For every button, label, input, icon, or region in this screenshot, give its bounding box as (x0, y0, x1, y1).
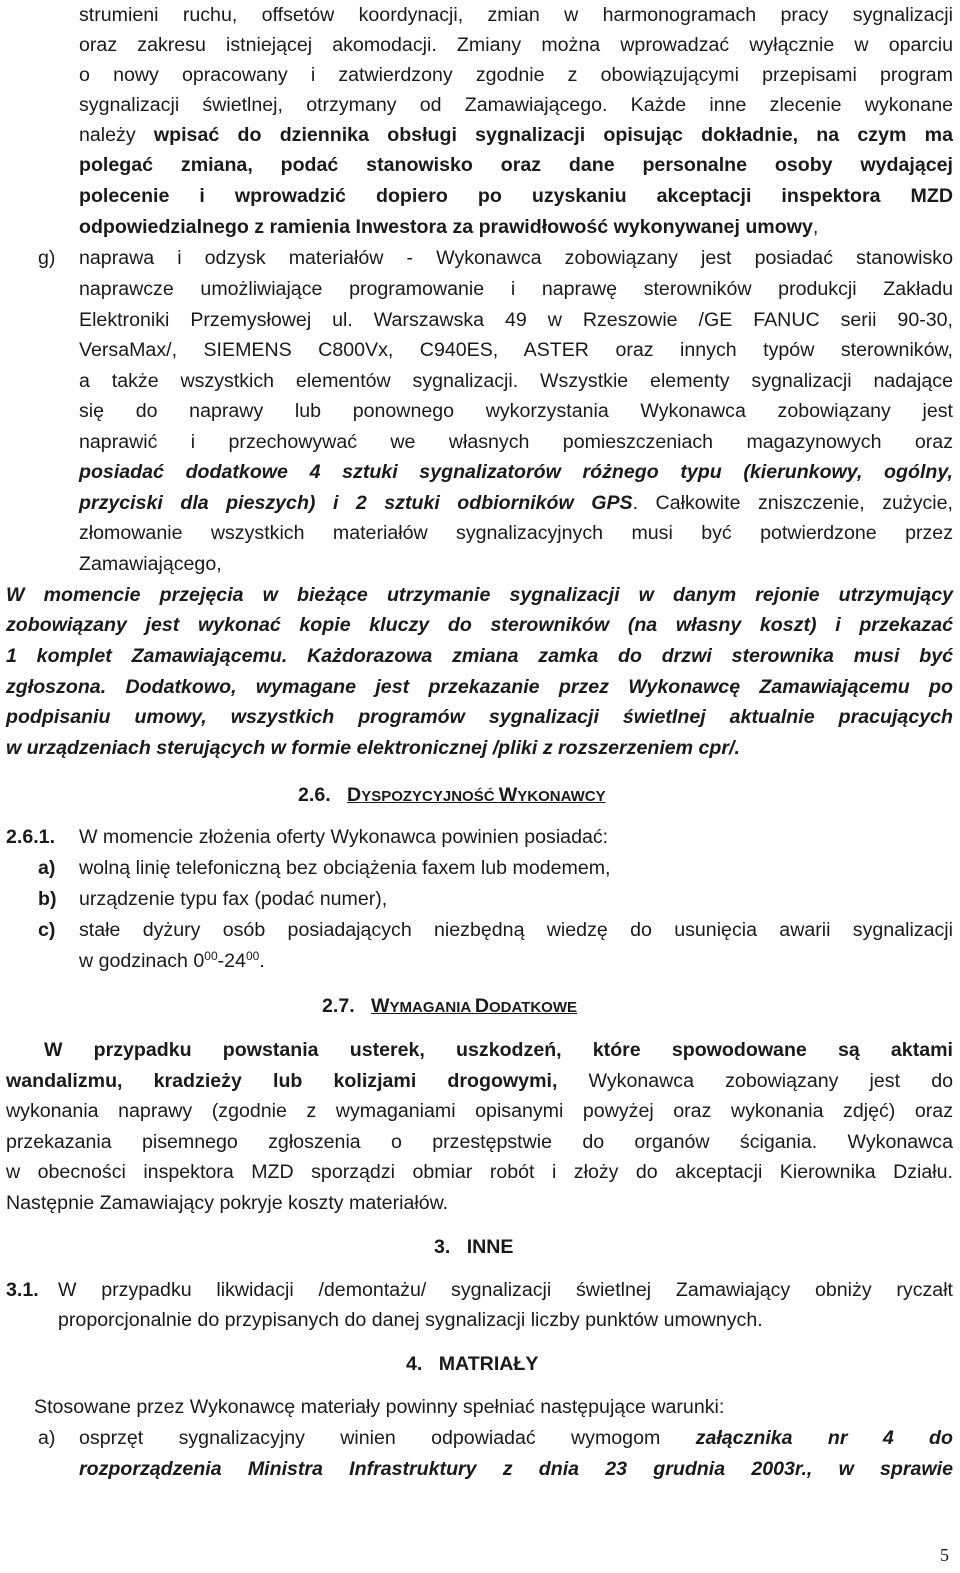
paragraph-line: należy wpisać do dziennika obsługi sygnalizacji opisując dokładnie, na czym ma (79, 124, 953, 146)
paragraph-line: przekazania pisemnego zgłoszenia o przestępstwie do organów ścigania. Wykonawca (6, 1131, 953, 1153)
paragraph-line: posiadać dodatkowe 4 sztuki sygnalizatorów różnego typu (kierunkowy, ogólny, (79, 461, 953, 483)
list-item: osprzęt sygnalizacyjny winien odpowiadać wymogom załącznika nr 4 do (79, 1427, 953, 1449)
list-marker-a: a) (38, 1427, 56, 1449)
list-item: stałe dyżury osób posiadających niezbędną wiedzę do usunięcia awarii sygnalizacji (79, 919, 953, 941)
list-marker-b: b) (38, 888, 57, 910)
list-marker-g: g) (38, 247, 56, 269)
paragraph-line: polegać zmiana, podać stanowisko oraz dane personalne osoby wydającej (79, 154, 953, 176)
paragraph-line: W przypadku likwidacji /demontażu/ sygnalizacji świetlnej Zamawiający obniży ryczałt (58, 1279, 953, 1301)
section-heading-2-6: 2.6. DYSPOZYCYJNOŚĆ WYKONAWCY (298, 784, 606, 806)
section-number-3-1: 3.1. (6, 1279, 39, 1301)
paragraph-line: 1 komplet Zamawiającemu. Każdorazowa zmiana zamka do drzwi sterownika musi być (6, 645, 953, 667)
paragraph-line: przyciski dla pieszych) i 2 sztuki odbiorników GPS. Całkowite zniszczenie, zużycie, (79, 492, 953, 514)
paragraph-line: zgłoszona. Dodatkowo, wymagane jest przekazanie przez Wykonawcę Zamawiającemu po (6, 676, 953, 698)
paragraph-line: proporcjonalnie do przypisanych do danej sygnalizacji liczby punktów umownych. (58, 1309, 763, 1331)
paragraph-line: W momencie przejęcia w bieżące utrzymanie sygnalizacji w danym rejonie utrzymujący (6, 584, 953, 606)
paragraph-line: w urządzeniach sterujących w formie elektronicznej /pliki z rozszerzeniem cpr/. (6, 737, 740, 759)
list-marker-c: c) (38, 919, 56, 941)
section-number-2-6-1: 2.6.1. (6, 826, 56, 848)
paragraph-line: wykonania naprawy (zgodnie z wymaganiami opisanymi powyżej oraz wykonania zdjęć) oraz (6, 1100, 953, 1122)
paragraph-line: naprawić i przechowywać we własnych pomieszczeniach magazynowych oraz (79, 431, 953, 453)
section-heading-3: 3. INNE (434, 1236, 514, 1258)
list-item-cont: w godzinach $0^{00}-24^{00}$. (79, 949, 265, 972)
list-item-cont: rozporządzenia Ministra Infrastruktury z dnia 23 grudnia 2003r., w sprawie (79, 1458, 953, 1480)
page-number: 5 (940, 1545, 949, 1565)
paragraph-line: Stosowane przez Wykonawcę materiały powinny spełniać następujące warunki: (34, 1396, 725, 1418)
paragraph-line: Następnie Zamawiający pokryje koszty materiałów. (6, 1192, 449, 1214)
paragraph-line: oraz zakresu istniejącej akomodacji. Zmiany można wprowadzać wyłącznie w oparciu (79, 34, 953, 56)
section-heading-2-7: 2.7. WYMAGANIA DODATKOWE (322, 995, 578, 1017)
paragraph-line: polecenie i wprowadzić dopiero po uzyskaniu akceptacji inspektora MZD (79, 185, 953, 207)
list-item: urządzenie typu fax (podać numer), (79, 888, 388, 910)
paragraph-line: sygnalizacji świetlnej, otrzymany od Zamawiającego. Każde inne zlecenie wykonane (79, 94, 953, 116)
paragraph-line: naprawa i odzysk materiałów - Wykonawca zobowiązany jest posiadać stanowisko (79, 247, 953, 269)
paragraph-line: wandalizmu, kradzieży lub kolizjami drogowymi, Wykonawca zobowiązany jest do (6, 1070, 953, 1092)
paragraph-line: Zamawiającego, (79, 553, 222, 575)
paragraph-line: w obecności inspektora MZD sporządzi obmiar robót i złoży do akceptacji Kierownika Działu. (6, 1161, 953, 1183)
paragraph-line: podpisaniu umowy, wszystkich programów sygnalizacji świetlnej aktualnie pracujących (6, 706, 953, 728)
paragraph-line: odpowiedzialnego z ramienia Inwestora za prawidłowość wykonywanej umowy, (79, 216, 819, 238)
paragraph-line: się do naprawy lub ponownego wykorzystania Wykonawca zobowiązany jest (79, 400, 953, 422)
paragraph-line: Elektroniki Przemysłowej ul. Warszawska 49 w Rzeszowie /GE FANUC serii 90-30, (79, 309, 953, 331)
paragraph-line: naprawcze umożliwiające programowanie i naprawę sterowników produkcji Zakładu (79, 278, 953, 300)
paragraph-line: strumieni ruchu, offsetów koordynacji, zmian w harmonogramach pracy sygnalizacji (79, 4, 953, 26)
paragraph-line: a także wszystkich elementów sygnalizacji. Wszystkie elementy sygnalizacji nadające (79, 370, 953, 392)
section-heading-4: 4. MATRIAŁY (406, 1353, 539, 1375)
paragraph-line: złomowanie wszystkich materiałów sygnalizacyjnych musi być potwierdzone przez (79, 522, 953, 544)
paragraph-line: o nowy opracowany i zatwierdzony zgodnie z obowiązującymi przepisami program (79, 64, 953, 86)
paragraph-line: W momencie złożenia oferty Wykonawca powinien posiadać: (79, 826, 609, 848)
paragraph-line: zobowiązany jest wykonać kopie kluczy do sterowników (na własny koszt) i przekazać (6, 614, 953, 636)
list-marker-a: a) (38, 857, 56, 879)
paragraph-line: VersaMax/, SIEMENS C800Vx, C940ES, ASTER oraz innych typów sterowników, (79, 339, 953, 361)
list-item: wolną linię telefoniczną bez obciążenia faxem lub modemem, (79, 857, 611, 879)
paragraph-line: W przypadku powstania usterek, uszkodzeń, które spowodowane są aktami (44, 1039, 953, 1061)
